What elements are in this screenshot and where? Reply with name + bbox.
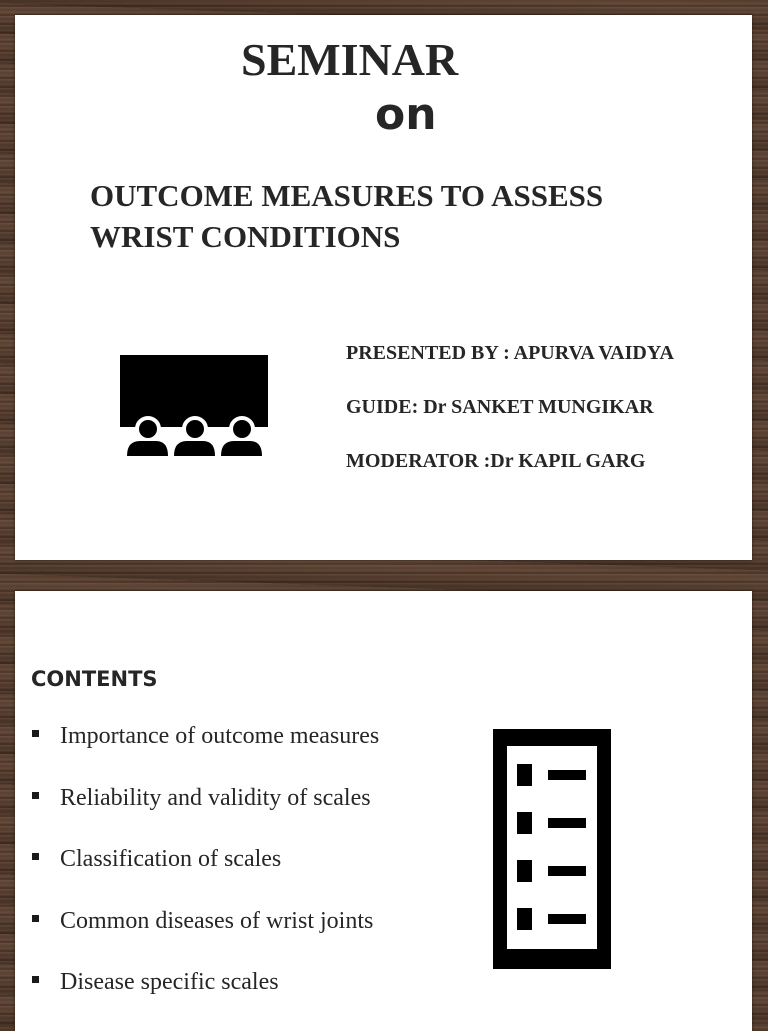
subtitle-line-1: OUTCOME MEASURES TO ASSESS xyxy=(90,178,604,213)
list-item-text: Disease specific scales xyxy=(60,969,279,995)
list-item-text: Importance of outcome measures xyxy=(60,723,380,749)
guide-name: GUIDE: Dr SANKET MUNGIKAR xyxy=(346,396,654,418)
contents-list xyxy=(31,723,379,1031)
list-item xyxy=(31,723,379,785)
bullet-icon xyxy=(32,730,39,737)
bullet-icon xyxy=(32,976,39,983)
bullet-icon xyxy=(32,853,39,860)
audience-presentation-icon xyxy=(120,355,270,457)
slide-subtitle xyxy=(90,175,603,257)
list-item xyxy=(31,908,379,970)
slide-title-on: on xyxy=(375,89,437,140)
list-item xyxy=(31,846,379,908)
list-item-text: Reliability and validity of scales xyxy=(60,784,371,811)
contents-slide xyxy=(15,591,752,1031)
contents-heading: CONTENTS xyxy=(31,667,158,691)
list-item xyxy=(31,969,379,1031)
list-item-text: Common diseases of wrist joints xyxy=(60,907,374,934)
list-item-text: Classification of scales xyxy=(60,846,282,872)
bullet-icon xyxy=(32,915,39,922)
title-slide xyxy=(15,15,752,560)
slide-title: SEMINAR xyxy=(241,34,459,85)
checklist-icon xyxy=(493,729,611,969)
list-item xyxy=(31,785,379,847)
moderator-name: MODERATOR :Dr KAPIL GARG xyxy=(346,450,646,472)
presented-by: PRESENTED BY : APURVA VAIDYA xyxy=(346,342,674,364)
bullet-icon xyxy=(32,792,39,799)
subtitle-line-2: WRIST CONDITIONS xyxy=(90,219,401,254)
